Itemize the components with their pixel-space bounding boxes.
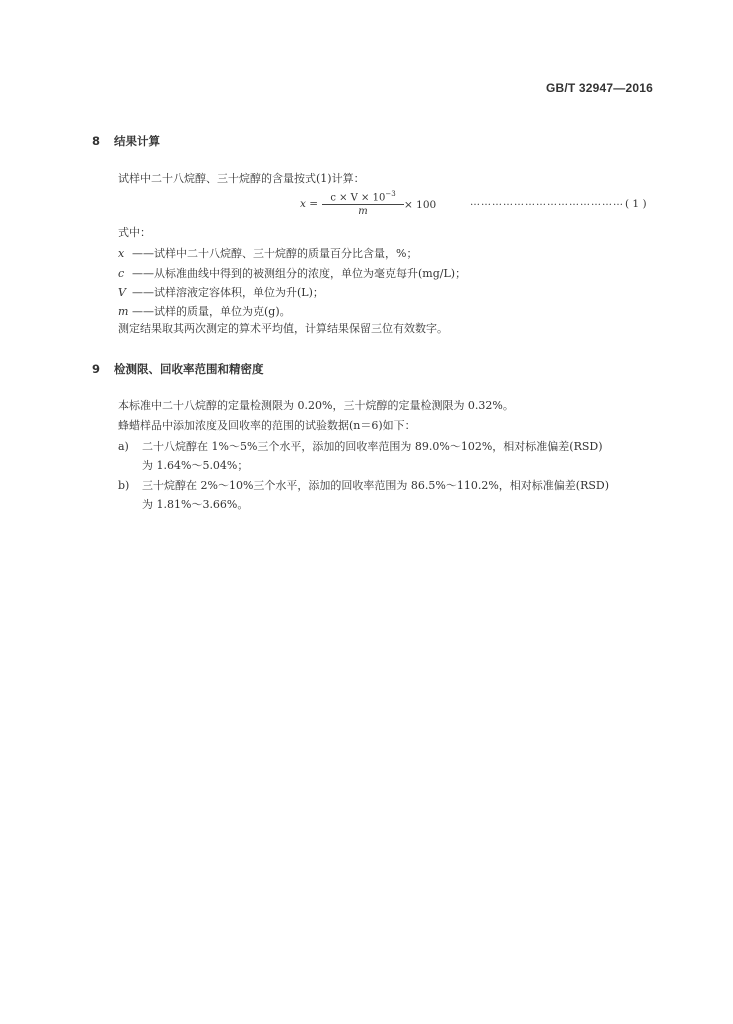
result-note: 测定结果取其两次测定的算术平均值，计算结果保留三位有效数字。	[118, 322, 448, 335]
section-9-heading	[92, 361, 264, 377]
variable-m: m ——试样的质量，单位为克(g)。	[118, 305, 291, 318]
list-item-b-cont: 为 1.81%～3.66%。	[142, 498, 249, 511]
formula-numerator: $c \times V \times 10^{-3}$	[330, 190, 396, 204]
standard-number: GB/T 32947—2016	[545, 81, 653, 95]
formula-exponent: −3	[385, 190, 396, 198]
recovery-intro: 蜂蜡样品中添加浓度及回收率的范围的试验数据(n＝6)如下：	[118, 419, 416, 432]
detection-limit-paragraph: 本标准中二十八烷醇的定量检测限为 0.20%，三十烷醇的定量检测限为 0.32%。	[118, 399, 514, 412]
section-number: 9	[92, 362, 101, 376]
list-item-a-cont: 为 1.64%～5.04%；	[142, 459, 249, 472]
formula-lhs: x =	[300, 198, 319, 210]
formula-denominator: m	[358, 206, 368, 218]
formula-fraction	[322, 190, 404, 217]
where-label: 式中：	[118, 226, 151, 239]
formula-1	[300, 190, 660, 220]
list-marker: b)	[118, 479, 130, 492]
formula-multiplier: × 100	[404, 199, 437, 211]
list-item-a: a) 二十八烷醇在 1%～5%三个水平，添加的回收率范围为 89.0%～102%，相对标准偏差(RSD)	[118, 440, 603, 453]
variable-x: x ——试样中二十八烷醇、三十烷醇的质量百分比含量，%；	[118, 247, 418, 260]
list-marker: a)	[118, 440, 129, 453]
fraction-bar	[322, 204, 404, 205]
section-title: 检测限、回收率范围和精密度	[114, 362, 264, 376]
equation-number: ( 1 )	[625, 198, 647, 210]
section-title: 结果计算	[114, 134, 161, 148]
list-item-b: b) 三十烷醇在 2%～10%三个水平，添加的回收率范围为 86.5%～110.2%，相对标准偏差(RSD)	[118, 479, 609, 492]
formula-leader: ……………………………………	[470, 197, 624, 208]
section-number: 8	[92, 134, 101, 148]
section-8-heading	[92, 133, 160, 149]
variable-c: c ——从标准曲线中得到的被测组分的浓度，单位为毫克每升(mg/L)；	[118, 267, 467, 280]
section-8-intro: 试样中二十八烷醇、三十烷醇的含量按式(1)计算：	[118, 172, 365, 185]
variable-V: V ——试样溶液定容体积，单位为升(L)；	[118, 286, 324, 299]
